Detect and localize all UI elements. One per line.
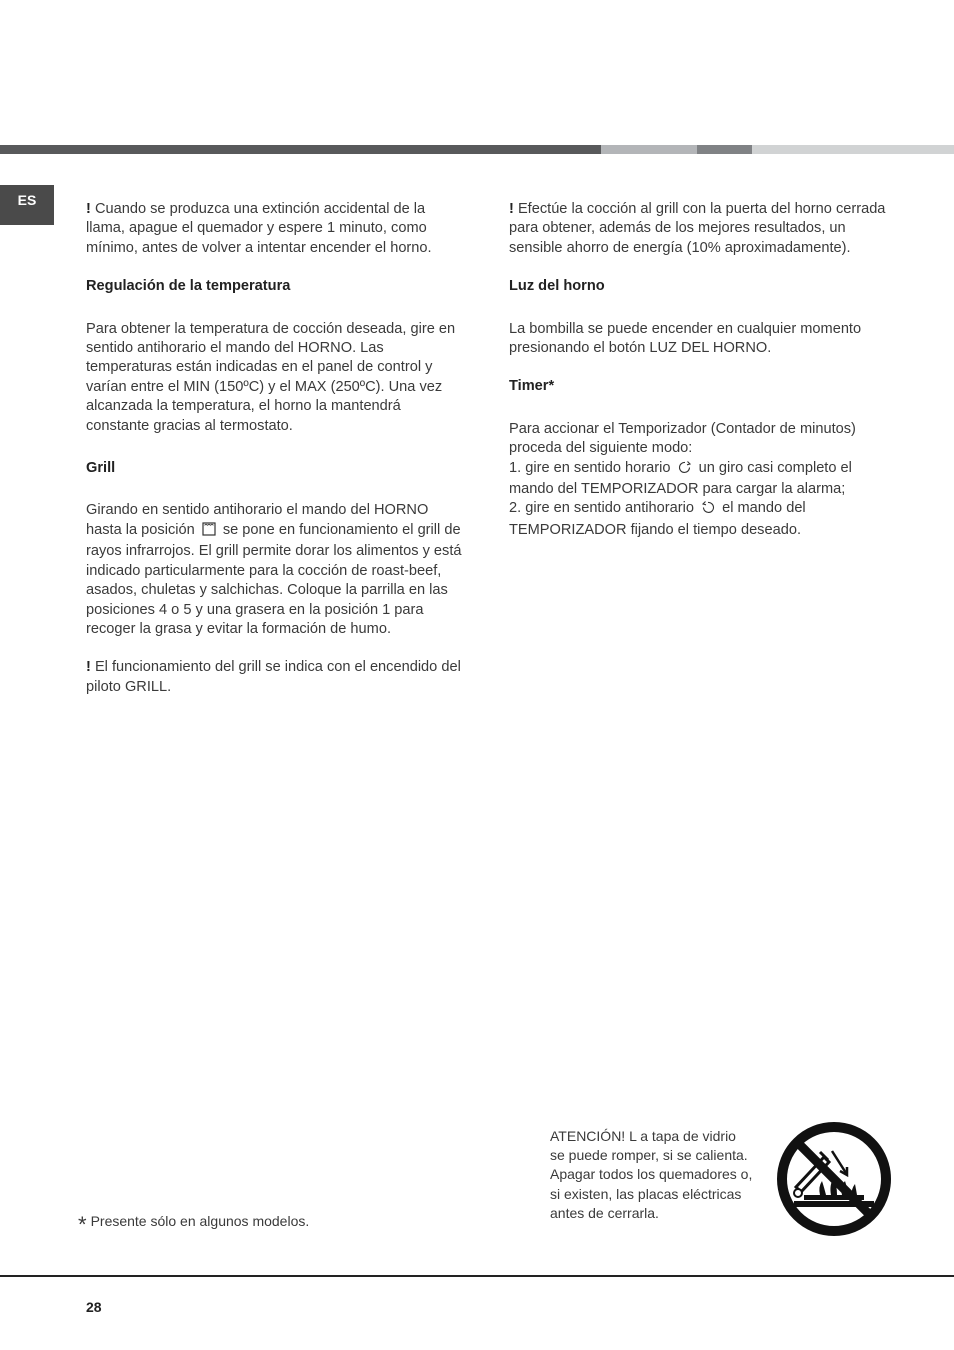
grill-heading: Grill (86, 460, 116, 477)
oven-light-body: La bombilla se puede encender en cualquier momento presionando el botón LUZ DEL HORNO. (509, 320, 862, 357)
right-column (509, 200, 889, 540)
clockwise-arrow-icon (678, 461, 692, 480)
exclamation-icon: ! (509, 201, 514, 217)
bar-segment-light (601, 145, 697, 154)
bar-segment-lightest (752, 145, 954, 154)
oven-light-heading: Luz del horno (509, 278, 605, 295)
grill-body: Girando en sentido antihorario el mando del HORNO hasta la posición se pone en funcionamiento el grill de rayos infrarrojos. El grill permite dorar los alimentos y está indicado particularmente para la cocción de roast-beef, asados, chuletas y salchichas. Coloque la parrilla en las posiciones 4 o 5 y una grasera en la posición 1 para recoger la grasa y evitar la formación de humo. (86, 502, 462, 637)
footnote-text: Presente sólo en algunos modelos. (90, 1213, 310, 1229)
exclamation-icon: ! (86, 201, 91, 217)
exclamation-icon: ! (86, 659, 91, 676)
lid-warning-text: ATENCIÓN! L a tapa de vidrio se puede romper, si se calienta. Apagar todos los quemadores o, si existen, las placas eléctricas antes de cerrarla. (550, 1128, 753, 1221)
bar-segment-dark (0, 145, 601, 154)
no-closing-lid-on-hot-burner-icon (776, 1121, 892, 1237)
extinction-warning: ! Cuando se produzca una extinción accidental de la llama, apague el quemador y espere 1 minuto, como mínimo, antes de volver a intentar encender el horno. (86, 201, 432, 256)
temperature-heading: Regulación de la temperatura (86, 278, 291, 295)
left-column (86, 200, 466, 697)
grill-door-warning: ! Efectúe la cocción al grill con la puerta del horno cerrada para obtener, además de los mejores resultados, un sensible ahorro de energía (10% aproximadamente). (509, 201, 886, 256)
grill-position-icon (202, 522, 216, 542)
bar-segment-mid (697, 145, 752, 154)
counterclockwise-arrow-icon (701, 501, 715, 520)
temperature-body: Para obtener la temperatura de cocción deseada, gire en sentido antihorario el mando del HORNO. Las temperaturas están indicadas en el panel de control y varían entre el MIN (150ºC) y el MAX (250ºC). Una vez alcanzada la temperatura, el horno la mantendrá constante gracias al termostato. (86, 320, 456, 434)
timer-body: Para accionar el Temporizador (Contador de minutos) proceda del siguiente modo: 1. gire en sentido horario un giro casi completo el mando del TEMPORIZADOR para cargar la alarma; 2. gire en sentido antihorario el mando del TEMPORIZADOR fijando el tiempo deseado. (509, 420, 856, 538)
grill-indicator-warning: ! El funcionamiento del grill se indica con el encendido del piloto GRILL. (86, 659, 461, 695)
language-tab: ES (0, 185, 54, 225)
bottom-rule (0, 1275, 954, 1277)
page-number: 28 (86, 1299, 102, 1315)
top-color-bar (0, 145, 954, 154)
footnote-star: * (78, 1212, 87, 1237)
timer-heading: Timer* (509, 378, 555, 395)
footnote (78, 1212, 310, 1237)
